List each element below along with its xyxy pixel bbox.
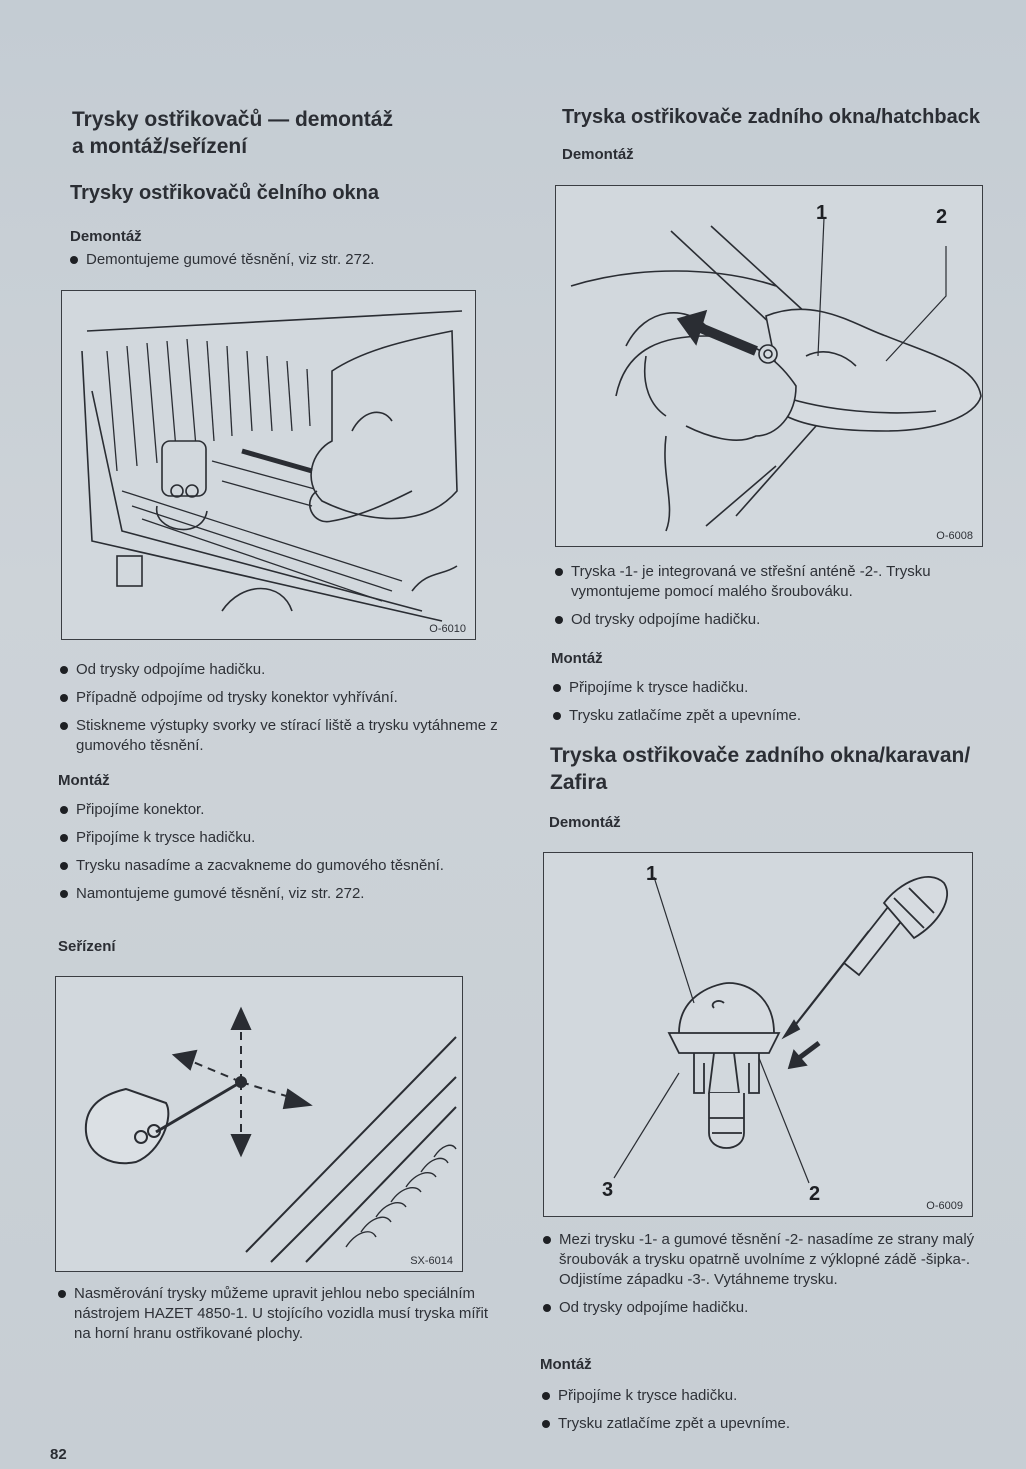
nozzle-adjustment-drawing bbox=[56, 977, 462, 1271]
list-item: Tryska -1- je integrovaná ve střešní anténě -2-. Trysku vymontujeme pomocí malého šroubováku. bbox=[553, 562, 1003, 602]
figure-code: O-6008 bbox=[933, 530, 976, 542]
figure-code: SX-6014 bbox=[407, 1255, 456, 1267]
main-title-line1: Trysky ostřikovačů — demontáž bbox=[72, 108, 393, 131]
callout-3: 3 bbox=[602, 1179, 614, 1201]
figure-code: O-6010 bbox=[426, 623, 469, 635]
list-item: Od trysky odpojíme hadičku. bbox=[553, 610, 1003, 630]
callout-2: 2 bbox=[809, 1183, 821, 1205]
figure-hatchback-nozzle bbox=[555, 185, 983, 547]
demontaz-list-3 bbox=[541, 1230, 991, 1326]
demontaz-list-2 bbox=[553, 562, 1003, 638]
demontaz-heading-2: Demontáž bbox=[562, 146, 634, 163]
figure-windshield-nozzle bbox=[61, 290, 476, 640]
serizeni-heading: Seřízení bbox=[58, 938, 116, 955]
list-item: Demontujeme gumové těsnění, viz str. 272. bbox=[68, 250, 488, 270]
callout-1: 1 bbox=[816, 202, 828, 224]
list-item: Stiskneme výstupky svorky ve stírací liště a trysku vytáhneme z gumového těsnění. bbox=[58, 716, 498, 756]
demontaz-list-1 bbox=[68, 250, 488, 278]
section-karavan-title-line1: Tryska ostřikovače zadního okna/karavan/ bbox=[550, 744, 971, 767]
after-fig1-list bbox=[58, 660, 498, 764]
section-hatchback-title: Tryska ostřikovače zadního okna/hatchback bbox=[562, 106, 980, 128]
list-item: Připojíme k trysce hadičku. bbox=[551, 678, 1001, 698]
demontaz-heading-1: Demontáž bbox=[70, 228, 142, 245]
section-karavan-title bbox=[550, 742, 1000, 796]
montaz-heading-1: Montáž bbox=[58, 772, 110, 789]
section-windshield-title: Trysky ostřikovačů čelního okna bbox=[70, 182, 380, 204]
page-number: 82 bbox=[50, 1446, 67, 1463]
list-item: Trysku zatlačíme zpět a upevníme. bbox=[551, 706, 1001, 726]
karavan-nozzle-drawing bbox=[544, 853, 972, 1216]
list-item: Připojíme k trysce hadičku. bbox=[540, 1386, 990, 1406]
windshield-nozzle-drawing bbox=[62, 291, 475, 639]
list-item: Trysku nasadíme a zacvakneme do gumového těsnění. bbox=[58, 856, 498, 876]
list-item: Od trysky odpojíme hadičku. bbox=[541, 1298, 991, 1318]
callout-1: 1 bbox=[646, 863, 658, 885]
serizeni-list bbox=[56, 1284, 496, 1352]
figure-karavan-nozzle bbox=[543, 852, 973, 1217]
hatchback-nozzle-drawing bbox=[556, 186, 982, 546]
list-item: Připojíme konektor. bbox=[58, 800, 498, 820]
list-item: Namontujeme gumové těsnění, viz str. 272. bbox=[58, 884, 498, 904]
montaz-list-3 bbox=[540, 1386, 990, 1442]
section-karavan-title-line2: Zafira bbox=[550, 771, 608, 794]
main-title bbox=[72, 106, 492, 160]
montaz-heading-2: Montáž bbox=[551, 650, 603, 667]
list-item: Od trysky odpojíme hadičku. bbox=[58, 660, 498, 680]
figure-nozzle-adjustment bbox=[55, 976, 463, 1272]
montaz-list-2 bbox=[551, 678, 1001, 734]
montaz-list-1 bbox=[58, 800, 498, 912]
montaz-heading-3: Montáž bbox=[540, 1356, 592, 1373]
callout-2: 2 bbox=[936, 206, 948, 228]
list-item: Případně odpojíme od trysky konektor vyhřívání. bbox=[58, 688, 498, 708]
demontaz-heading-3: Demontáž bbox=[549, 814, 621, 831]
list-item: Trysku zatlačíme zpět a upevníme. bbox=[540, 1414, 990, 1434]
main-title-line2: a montáž/seřízení bbox=[72, 135, 248, 158]
list-item: Mezi trysku -1- a gumové těsnění -2- nasadíme ze strany malý šroubovák a trysku opatrně uvolníme z výklopné zádě -šipka-. Odjistíme západku -3-. Vytáhneme trysku. bbox=[541, 1230, 991, 1290]
figure-code: O-6009 bbox=[923, 1200, 966, 1212]
list-item: Připojíme k trysce hadičku. bbox=[58, 828, 498, 848]
list-item: Nasměrování trysky můžeme upravit jehlou nebo speciálním nástrojem HAZET 4850-1. U stojícího vozidla musí tryska mířit na horní hranu ostřikované plochy. bbox=[56, 1284, 496, 1344]
